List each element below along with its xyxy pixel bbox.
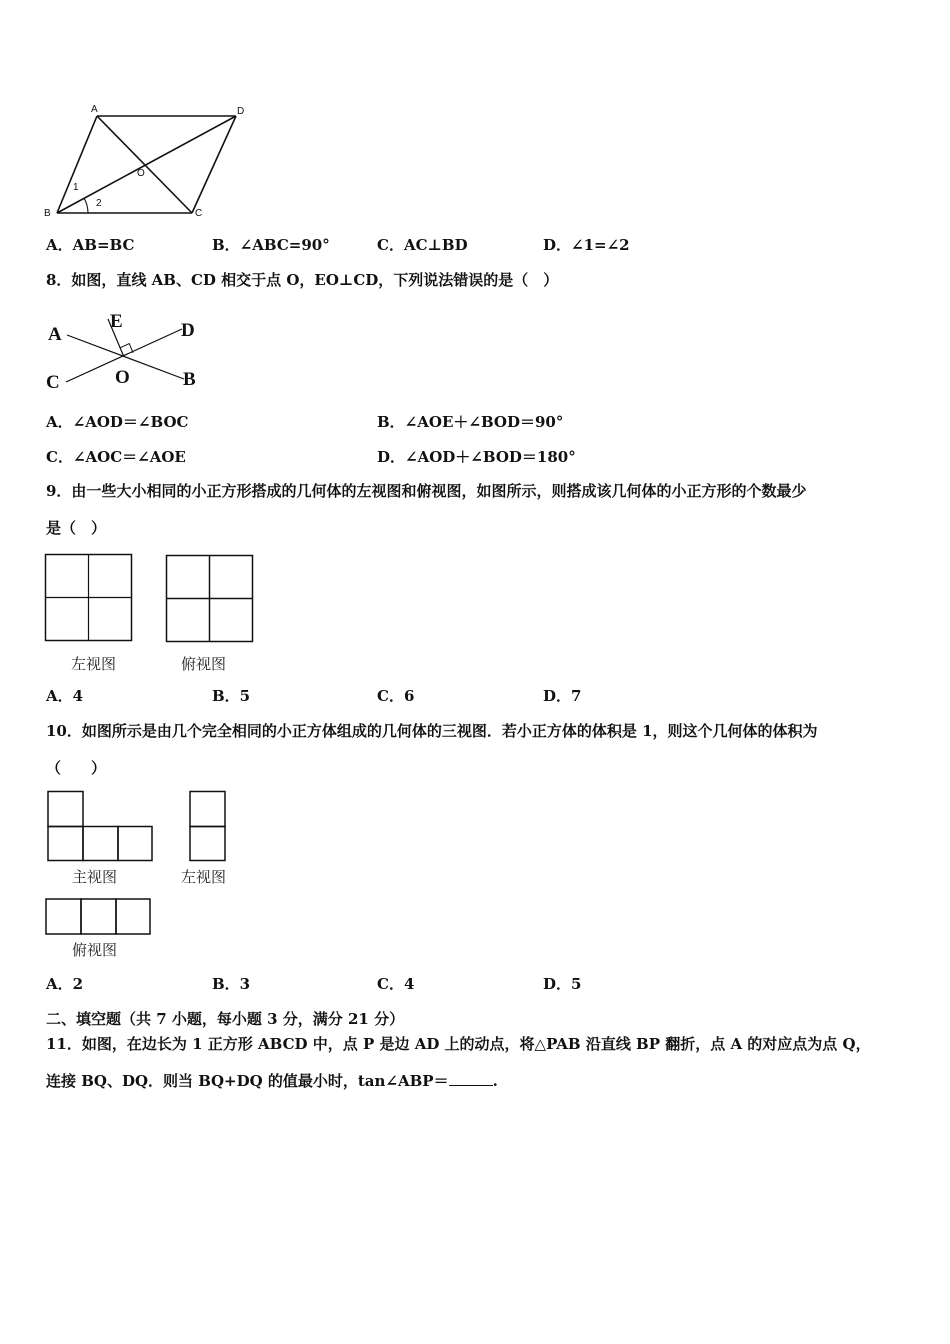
q9-stem-line2: 是（ ） — [46, 519, 107, 537]
q10-option-d[interactable]: D．5 — [543, 975, 582, 993]
label-d: D — [237, 106, 245, 117]
q9-top-view — [165, 554, 255, 644]
q8-option-b[interactable]: B．∠AOE＋∠BOD＝90° — [377, 413, 564, 431]
label-a: A — [48, 324, 62, 345]
q10-caption-top-view: 俯视图 — [72, 941, 118, 959]
q11-stem-line1: 11．如图，在边长为 1 正方形 ABCD 中，点 P 是边 AD 上的动点，将△PAB 沿直线 BP 翻折，点 A 的对应点为点 Q， — [46, 1035, 871, 1053]
label-c: C — [46, 372, 60, 393]
label-d: D — [181, 320, 195, 341]
label-o: O — [115, 367, 130, 388]
q7-parallelogram-figure — [40, 100, 260, 225]
section2-heading: 二、填空题（共 7 小题，每小题 3 分，满分 21 分） — [46, 1010, 405, 1028]
q10-caption-front-view: 主视图 — [72, 868, 118, 886]
q11-stem-text: 连接 BQ、DQ．则当 BQ+DQ 的值最小时，tan∠ABP＝ — [46, 1072, 449, 1090]
q10-stem-line2: （ ） — [46, 759, 107, 777]
q9-option-a[interactable]: A．4 — [46, 687, 84, 705]
q10-left-view — [188, 790, 228, 864]
q7-option-b[interactable]: B．∠ABC=90° — [212, 236, 330, 254]
q9-caption-top-view: 俯视图 — [181, 655, 227, 673]
q10-option-c[interactable]: C．4 — [377, 975, 415, 993]
q11-stem-end: . — [492, 1072, 498, 1090]
label-a: A — [91, 104, 98, 115]
q8-stem: 8．如图，直线 AB、CD 相交于点 O，EO⊥CD，下列说法错误的是（ ） — [46, 271, 559, 289]
label-o: O — [137, 168, 145, 179]
label-b: B — [44, 208, 51, 219]
q11-answer-blank[interactable] — [449, 1071, 493, 1086]
q8-option-d[interactable]: D．∠AOD＋∠BOD＝180° — [377, 448, 576, 466]
q9-option-d[interactable]: D．7 — [543, 687, 582, 705]
q9-option-b[interactable]: B．5 — [212, 687, 251, 705]
label-angle-1: 1 — [73, 182, 79, 193]
q8-intersecting-lines-figure — [40, 305, 210, 400]
q10-caption-left-view: 左视图 — [181, 868, 227, 886]
q8-option-a[interactable]: A．∠AOD＝∠BOC — [46, 413, 189, 431]
q7-option-c[interactable]: C．AC⊥BD — [377, 236, 468, 254]
q9-option-c[interactable]: C．6 — [377, 687, 415, 705]
label-c: C — [195, 208, 203, 219]
q10-option-a[interactable]: A．2 — [46, 975, 84, 993]
q10-top-view — [44, 897, 154, 937]
label-e: E — [110, 311, 123, 332]
q10-front-view — [46, 790, 156, 864]
q11-stem-line2 — [46, 1071, 498, 1091]
q7-option-d[interactable]: D．∠1=∠2 — [543, 236, 630, 254]
q9-stem-line1: 9．由一些大小相同的小正方形搭成的几何体的左视图和俯视图，如图所示，则搭成该几何体的小正方形的个数最少 — [46, 482, 807, 500]
q9-caption-left-view: 左视图 — [71, 655, 117, 673]
q9-left-view — [44, 553, 134, 643]
label-b: B — [183, 369, 196, 390]
q10-stem-line1: 10．如图所示是由几个完全相同的小正方体组成的几何体的三视图．若小正方体的体积是 1，则这个几何体的体积为 — [46, 722, 818, 740]
q8-option-c[interactable]: C．∠AOC＝∠AOE — [46, 448, 186, 466]
q7-option-a[interactable]: A．AB=BC — [46, 236, 135, 254]
q10-option-b[interactable]: B．3 — [212, 975, 251, 993]
label-angle-2: 2 — [96, 198, 102, 209]
